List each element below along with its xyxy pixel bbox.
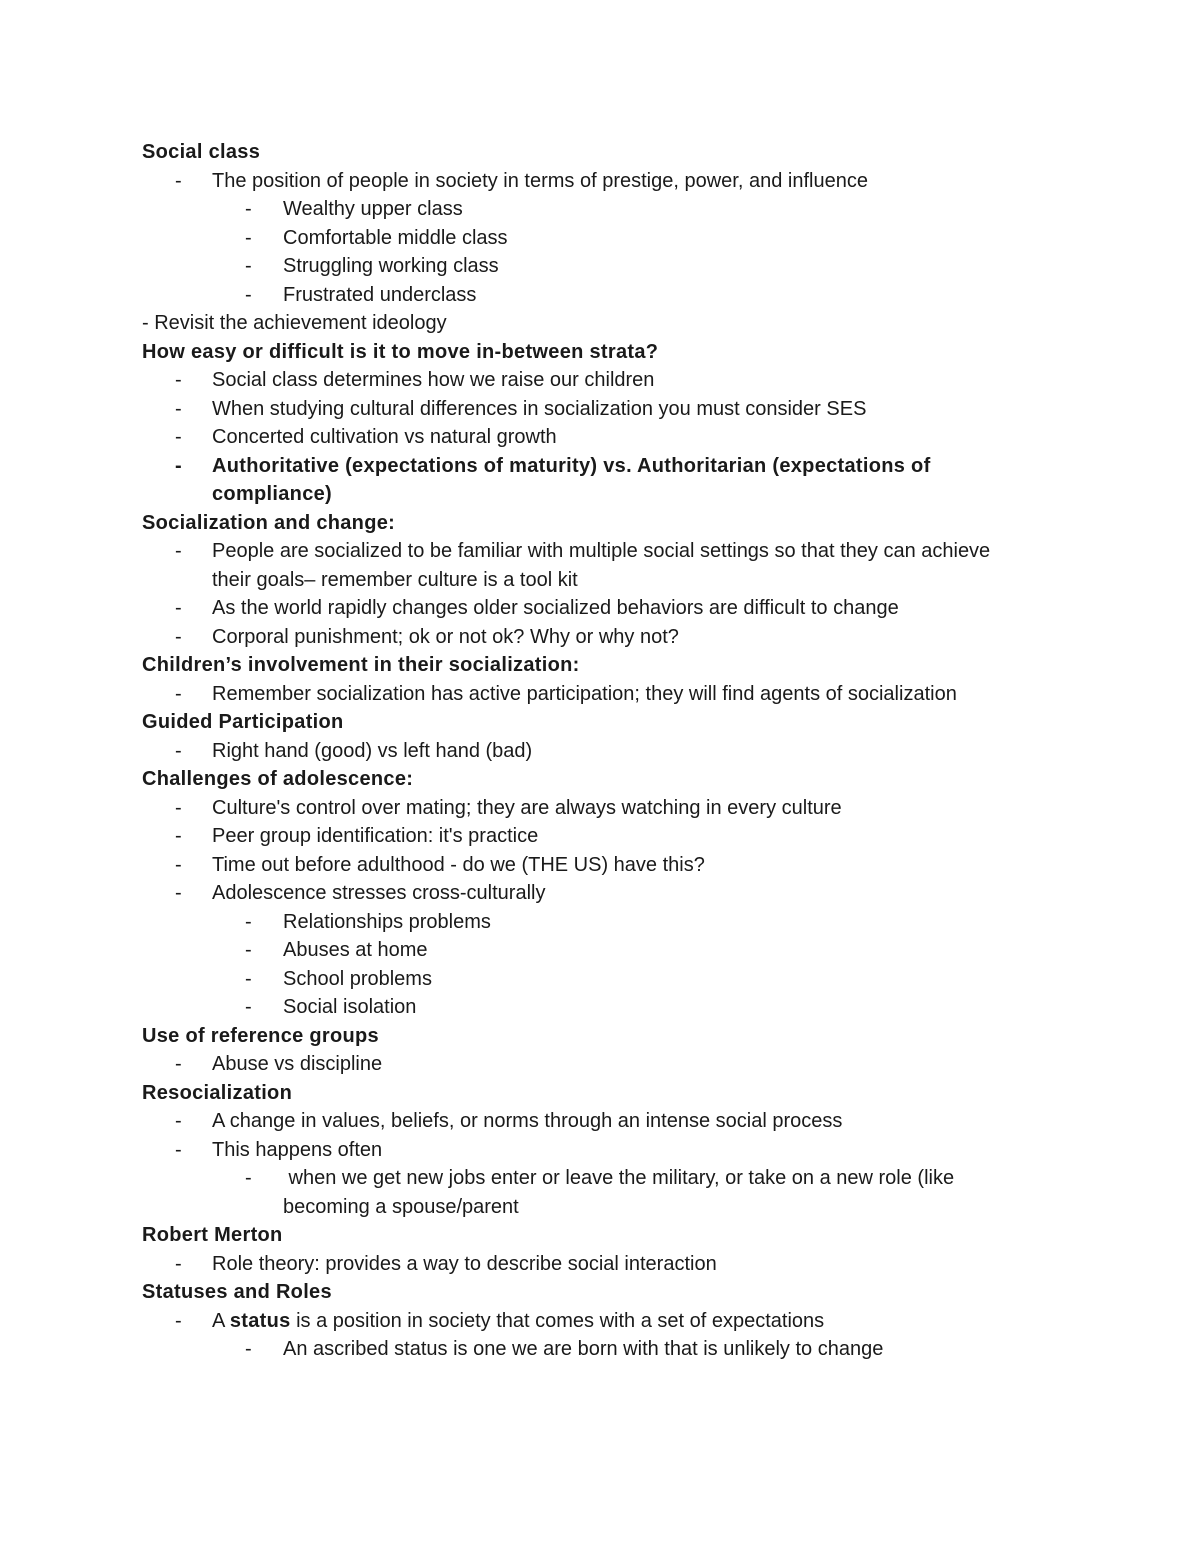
list-item: - People are socialized to be familiar with multiple social settings so that they can achieve — [175, 540, 991, 562]
heading-children: Children’s involvement in their socialization: — [142, 654, 580, 676]
heading-statuses-roles: Statuses and Roles — [142, 1281, 332, 1303]
revisit-note: - Revisit the achievement ideology — [142, 312, 447, 334]
sub-list-item: - Struggling working class — [245, 255, 499, 277]
sub-list-item: - Frustrated underclass — [245, 283, 477, 306]
sub-list-item: - Abuses at home — [245, 939, 428, 961]
sub-list-item: - Comfortable middle class — [245, 226, 508, 249]
list-item: - Role theory: provides a way to describe social interaction — [175, 1252, 717, 1275]
list-item: - When studying cultural differences in socialization you must consider SES — [175, 397, 867, 420]
sub-list-item: - School problems — [245, 967, 432, 990]
list-item: - Social class determines how we raise our children — [175, 369, 655, 391]
list-item-continued: their goals– remember culture is a tool kit — [212, 568, 578, 591]
status-definition: is a position in society that comes with a set of expectations — [296, 1309, 825, 1332]
heading-robert-merton: Robert Merton — [142, 1224, 283, 1246]
sub-list-item-continued: becoming a spouse/parent — [283, 1195, 519, 1218]
sub-list-item: - Relationships problems — [245, 910, 491, 933]
heading-change: Socialization and change: — [142, 511, 396, 534]
list-item-bold-continued: compliance) — [212, 483, 332, 505]
list-item: - Peer group identification: it's practice — [175, 825, 539, 847]
list-item: - Right hand (good) vs left hand (bad) — [175, 739, 533, 762]
sub-list-item: - when we get new jobs enter or leave the military, or take on a new role (like — [245, 1167, 955, 1189]
status-prefix: A — [212, 1309, 225, 1332]
heading-adolescence: Challenges of adolescence: — [142, 768, 414, 790]
heading-social-class: Social class — [142, 141, 261, 163]
list-item: - Culture's control over mating; they are always watching in every culture — [175, 796, 842, 819]
status-term: status — [229, 1309, 291, 1332]
list-item: - As the world rapidly changes older socialized behaviors are difficult to change — [175, 597, 899, 619]
heading-guided: Guided Participation — [142, 711, 344, 733]
list-item-bold: - Authoritative (expectations of maturity) vs. Authoritarian (expectations of — [175, 454, 931, 477]
sub-list-item: - An ascribed status is one we are born with that is unlikely to change — [245, 1338, 884, 1360]
sub-list-item: - Wealthy upper class — [245, 198, 463, 220]
list-item: - A status is a position in society that comes with a set of expectations — [175, 1309, 825, 1332]
list-item: - Corporal punishment; ok or not ok? Why or why not? — [175, 625, 679, 648]
list-item: - A change in values, beliefs, or norms through an intense social process — [175, 1110, 843, 1132]
list-item: - Abuse vs discipline — [175, 1053, 383, 1075]
list-item: - Time out before adulthood - do we (THE US) have this? — [175, 853, 705, 876]
list-item: - This happens often — [175, 1138, 383, 1161]
list-item: - The position of people in society in terms of prestige, power, and influence — [175, 169, 868, 192]
sub-list-item: - Social isolation — [245, 996, 417, 1018]
list-item: - Concerted cultivation vs natural growth — [175, 426, 557, 448]
list-item: - Adolescence stresses cross-culturally — [175, 882, 546, 904]
list-item: - Remember socialization has active participation; they will find agents of socialization — [175, 682, 957, 705]
heading-resocialization: Resocialization — [142, 1081, 293, 1104]
heading-strata: How easy or difficult is it to move in-between strata? — [142, 340, 659, 363]
heading-reference-groups: Use of reference groups — [142, 1024, 379, 1047]
